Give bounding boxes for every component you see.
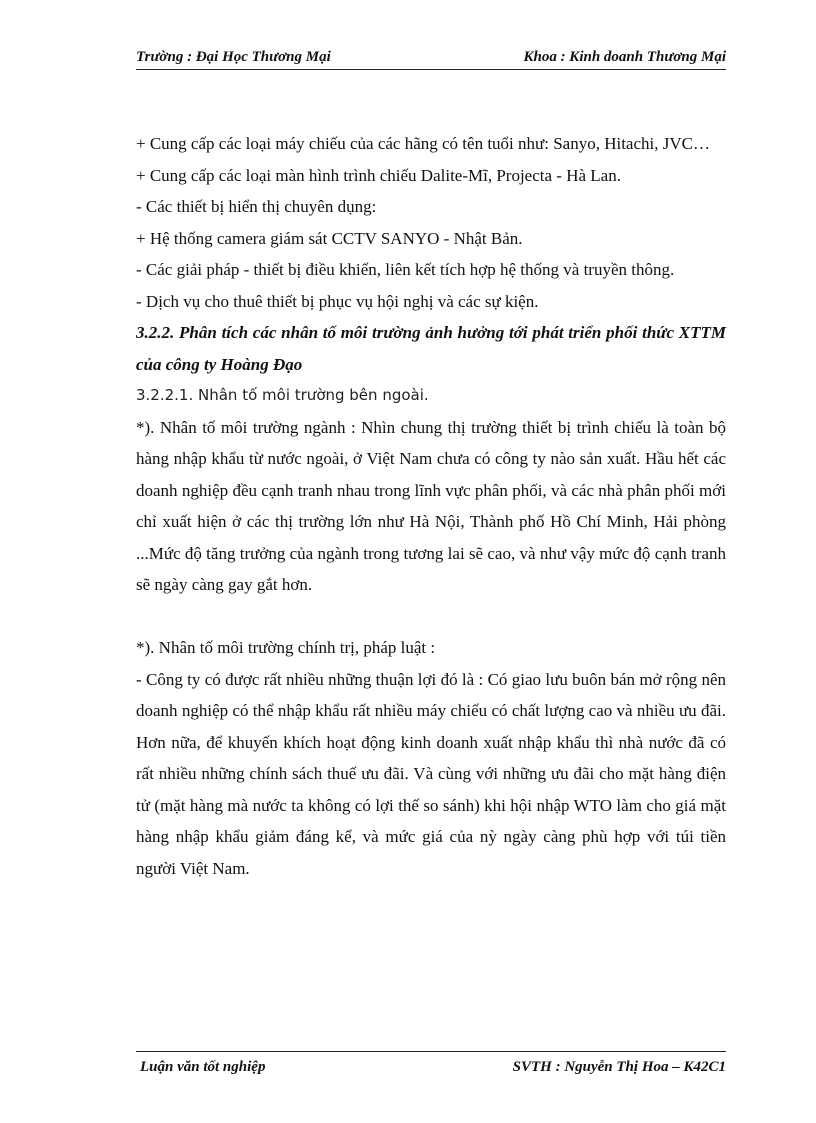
section-heading: 3.2.2. Phân tích các nhân tố môi trường ảnh hưởng tới phát triển phối thức XTTM của công ty Hoàng Đạo [136, 323, 726, 374]
paragraph-projectors: + Cung cấp các loại máy chiếu của các hãng có tên tuổi như: Sanyo, Hitachi, JVC… [136, 134, 710, 153]
paragraph-display-devices: - Các thiết bị hiển thị chuyên dụng: [136, 197, 377, 216]
paragraph-screens: + Cung cấp các loại màn hình trình chiếu Dalite-Mĩ, Projecta - Hà Lan. [136, 165, 621, 185]
footer-divider-left [136, 1051, 322, 1052]
page-header [136, 47, 726, 70]
header-school: Trường : Đại Học Thương Mại [136, 49, 331, 65]
page-content [136, 128, 726, 884]
footer-divider-right [306, 1051, 726, 1052]
subsection-heading: 3.2.2.1. Nhân tố môi trường bên ngoài. [136, 386, 429, 404]
page-footer [136, 1051, 726, 1081]
paragraph-industry-environment: *). Nhân tố môi trường ngành : Nhìn chung thị trường thiết bị trình chiếu là toàn bộ hàng nhập khẩu từ nước ngoài, ở Việt Nam chưa có công ty nào sản xuất. Hầu hết các doanh nghiệp đều cạnh tranh nhau trong lĩnh vực phân phối, và các nhà phân phối mới chỉ xuất hiện ở các thị trường lớn như Hà Nội, Thành phố Hồ Chí Minh, Hải phòng ...Mức độ tăng trưởng của ngành trong tương lai sẽ cao, và như vậy mức độ cạnh tranh sẽ ngày càng gay gắt hơn. [136, 417, 726, 594]
header-faculty: Khoa : Kinh doanh Thương Mại [523, 49, 726, 65]
paragraph-political-legal: - Công ty có được rất nhiều những thuận lợi đó là : Có giao lưu buôn bán mở rộng nên doanh nghiệp có thể nhập khẩu rất nhiều máy chiếu có chất lượng cao và nhiều ưu đãi. Hơn nữa, để khuyến khích hoạt động kinh doanh xuất nhập khẩu thì nhà nước đã có rất nhiều những chính sách thuế ưu đãi. Và cùng với những ưu đãi cho mặt hàng điện tử (mặt hàng mà nước ta không có lợi thế so sánh) khi hội nhập WTO làm cho giá mặt hàng nhập khẩu giảm đáng kể, và mức giá của nỳ ngày càng phù hợp với túi tiền người Việt Nam. [136, 669, 726, 878]
paragraph-control-solutions: - Các giải pháp - thiết bị điều khiển, liên kết tích hợp hệ thống và truyền thông. [136, 260, 675, 279]
footer-student: SVTH : Nguyễn Thị Hoa – K42C1 [512, 1059, 726, 1075]
paragraph-cctv: + Hệ thống camera giám sát CCTV SANYO - Nhật Bản. [136, 228, 523, 248]
paragraph-political-legal-title: *). Nhân tố môi trường chính trị, pháp luật : [136, 638, 436, 657]
footer-thesis: Luận văn tốt nghiệp [140, 1059, 266, 1075]
paragraph-gap [136, 601, 726, 633]
paragraph-rental-services: - Dịch vụ cho thuê thiết bị phục vụ hội nghị và các sự kiện. [136, 291, 539, 311]
